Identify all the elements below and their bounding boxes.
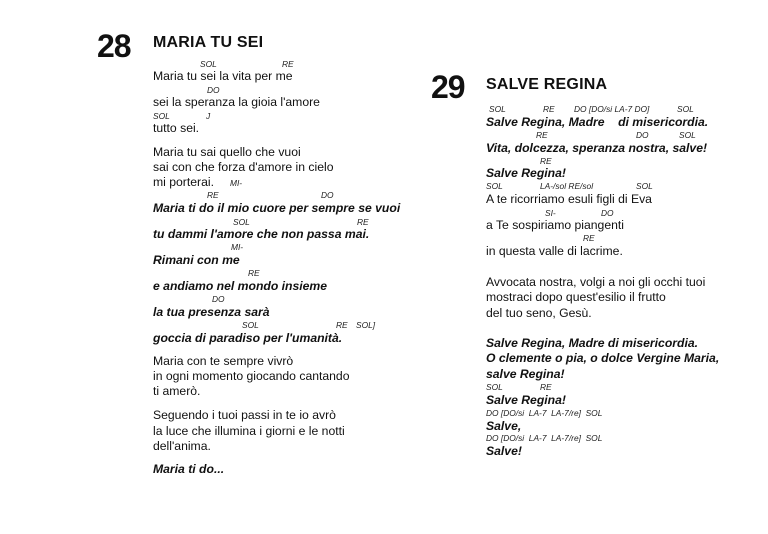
chorus-line: Salve Regina, Madre di misericordia. [486,115,709,129]
chord: RE [540,382,552,392]
chord: DO [DO/si LA-7 LA-7/re] SOL [486,433,603,443]
lyric-line: del tuo seno, Gesù. [486,306,592,320]
chorus-line: Salve, [486,419,522,433]
chord: RE [357,217,369,227]
chorus-line: Salve Regina! [486,166,566,180]
chorus-line: Salve Regina! [486,393,566,407]
chorus-line: goccia di paradiso per l'umanità. [153,331,343,345]
chord: RE [248,268,260,278]
chord: RE [540,156,552,166]
chord: DO [DO/si LA-7 LA-7/re] SOL [486,408,603,418]
chorus-line: salve Regina! [486,367,565,381]
song-title-28: MARIA TU SEI [153,34,264,51]
lyric-line: Seguendo i tuoi passi in te io avrò [153,408,336,422]
chord: DO [321,190,334,200]
chord: SI- [545,208,556,218]
chorus-line: tu dammi l'amore che non passa mai. [153,227,370,241]
chorus-line: la tua presenza sarà [153,305,270,319]
chord: LA-/sol RE/sol [540,181,594,191]
lyric-line: dell'anima. [153,439,211,453]
chord: SOL [153,111,170,121]
song-number-28: 28 [97,28,131,64]
chord: RE [336,320,348,330]
lyric-line: tutto sei. [153,121,200,135]
lyric-line: Maria tu sai quello che vuoi [153,145,301,159]
chord: DO [601,208,614,218]
chord: DO [212,294,225,304]
chorus-line: O clemente o pia, o dolce Vergine Maria, [486,351,720,365]
lyric-line: Maria con te sempre vivrò [153,354,294,368]
chorus-line: Vita, dolcezza, speranza nostra, salve! [486,141,708,155]
chord: SOL [486,181,503,191]
chord: SOL [489,104,506,114]
chord: RE [543,104,555,114]
chord: MI- [231,242,244,252]
chord: SOL [636,181,653,191]
lyric-line: Avvocata nostra, volgi a noi gli occhi tuoi [486,275,706,289]
chorus-line: Maria ti do il mio cuore per sempre se vuoi [153,201,401,215]
lyric-line: sai con che forza d'amore in cielo [153,160,334,174]
chord: SOL [233,217,250,227]
chorus-line: e andiamo nel mondo insieme [153,279,328,293]
lyric-line: ti amerò. [153,384,201,398]
chord: RE [207,190,219,200]
song-title-29: SALVE REGINA [486,76,608,93]
chord: MI- [230,178,243,188]
chorus-line: Salve! [486,444,522,458]
chord: J [206,111,211,121]
lyric-line: a Te sospiriamo piangenti [486,218,624,232]
lyric-line: Maria tu sei la vita per me [153,69,293,83]
song-number-29: 29 [431,69,465,105]
lyric-line: in questa valle di lacrime. [486,244,623,258]
chord: SOL [200,59,217,69]
lyric-line: mi porterai. [153,175,214,189]
chord: SOL [486,382,503,392]
chord: SOL [679,130,696,140]
lyric-line: mostraci dopo quest'esilio il frutto [486,290,666,304]
chord: SOL] [356,320,376,330]
chord: RE [536,130,548,140]
chord: SOL [242,320,259,330]
lyric-line: A te ricorriamo esuli figli di Eva [486,192,652,206]
chord: RE [583,233,595,243]
chord: RE [282,59,294,69]
chorus-line: Salve Regina, Madre di misericordia. [486,336,699,350]
chord: DO [636,130,649,140]
chord: SOL [677,104,694,114]
lyric-line: la luce che illumina i giorni e le notti [153,424,345,438]
chord: DO [DO/si LA-7 DO] [574,104,650,114]
chord: DO [207,85,220,95]
chorus-line: Rimani con me [153,253,240,267]
chorus-line: Maria ti do... [153,462,225,476]
lyric-line: sei la speranza la gioia l'amore [153,95,320,109]
lyric-line: in ogni momento giocando cantando [153,369,350,383]
